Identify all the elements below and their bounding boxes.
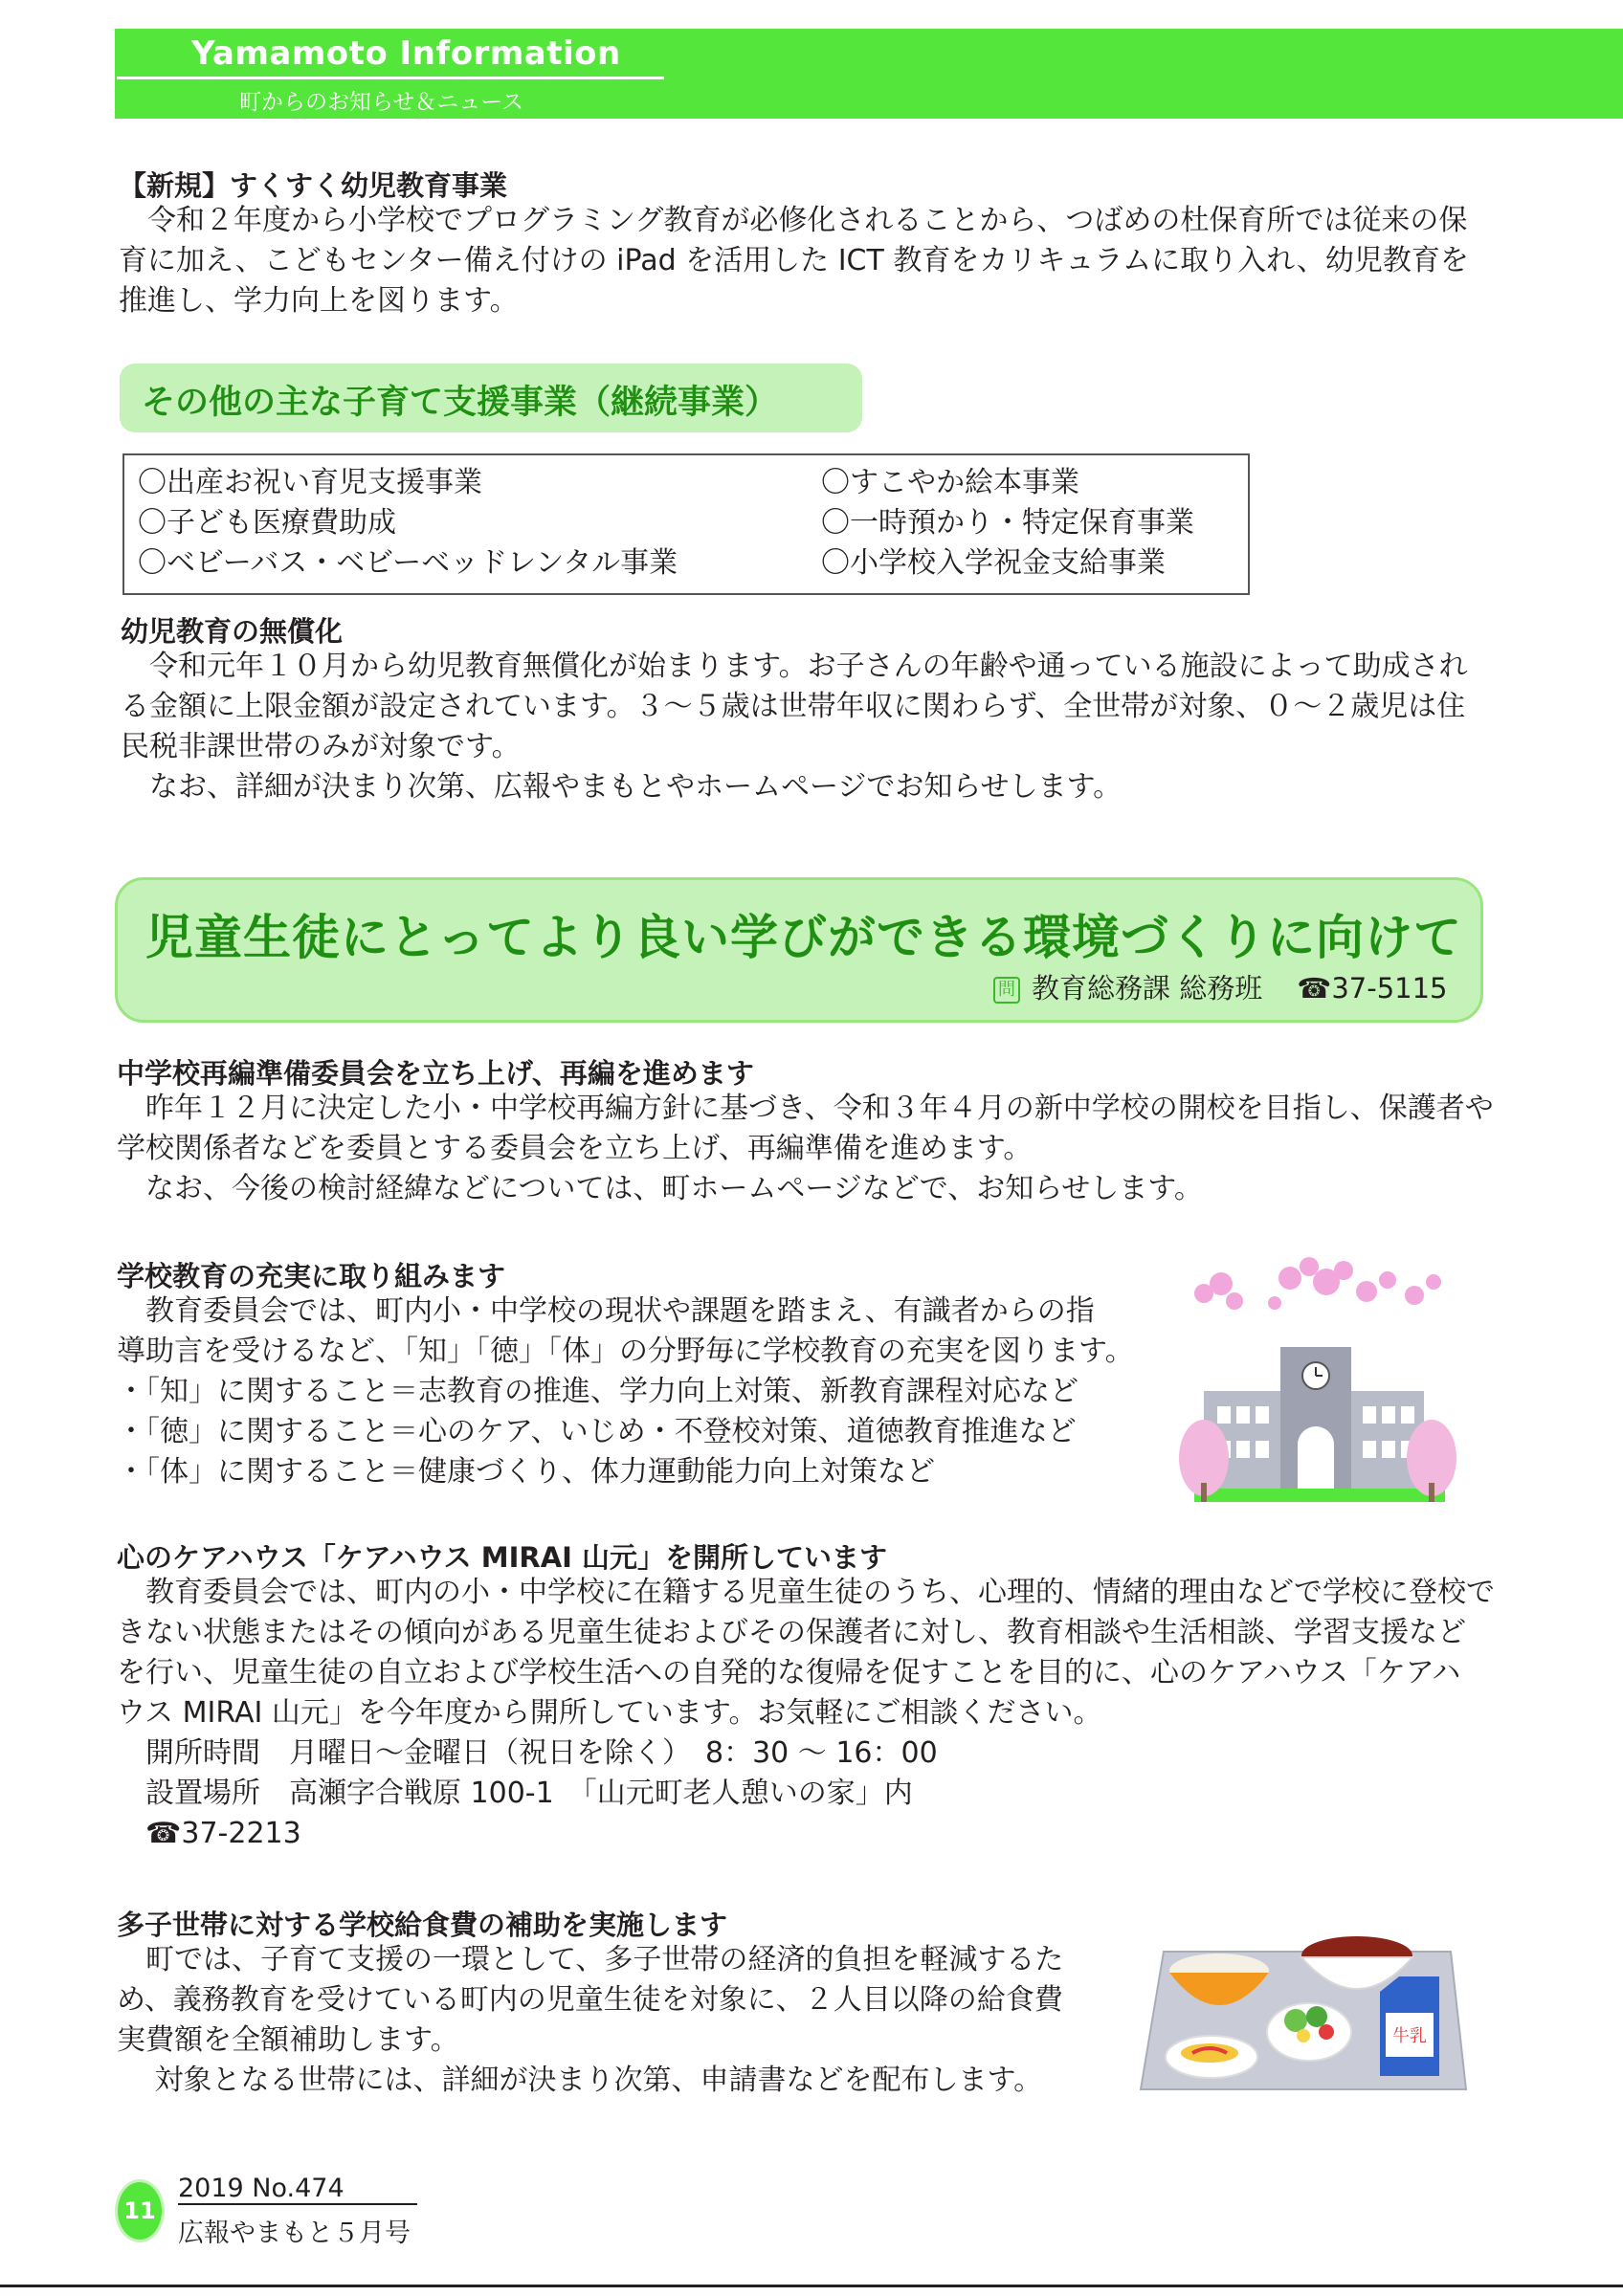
paragraph-line: 教育委員会では、町内小・中学校の現状や課題を踏まえ、有識者からの指 [117,1294,1095,1328]
milk-carton-icon [1380,1976,1439,2076]
paragraph-line: 令和２年度から小学校でプログラミング教育が必修化されることから、つばめの杜保育所では従来の保 [119,204,1468,237]
paragraph-line: なお、今後の検討経緯などについては、町ホームページなどで、お知らせします。 [117,1172,1203,1205]
paragraph-line: る金額に上限金額が設定されています。３～５歳は世帯年収に関わらず、全世帯が対象、０～２歳児は住 [121,690,1466,723]
new-program-body [119,201,1469,321]
care-house-heading: 心のケアハウス「ケアハウス MIRAI 山元」を開所しています [117,1541,888,1574]
paragraph-line: ・「徳」に関すること＝心のケア、いじめ・不登校対策、道徳教育推進など [117,1415,1077,1448]
paragraph-line: ・「体」に関すること＝健康づくり、体力運動能力向上対策など [117,1455,935,1489]
school-lunch-tray-illustration [1135,1913,1470,2091]
support-programs-box [122,453,1250,595]
merge-heading: 中学校再編準備委員会を立ち上げ、再編を進めます [117,1057,754,1090]
program-item: 〇一時預かり・特定保育事業 [821,506,1194,540]
new-program-heading: 【新規】すくすく幼児教育事業 [119,169,508,202]
paragraph-line: 民税非課世帯のみが対象です。 [121,730,521,763]
paragraph-line: なお、詳細が決まり次第、広報やまもとやホームページでお知らせします。 [121,770,1123,804]
program-item: 〇ベビーバス・ベビーベッドレンタル事業 [138,546,678,580]
header-subtitle: 町からのお知らせ＆ニュース [239,90,524,115]
paragraph-line: 育に加え、こどもセンター備え付けの iPad を活用した ICT 教育をカリキュラムに取り入れ、幼児教育を [119,244,1469,277]
free-education-body [121,647,1468,807]
salad-icon [1267,2003,1351,2061]
opening-hours: 開所時間 月曜日～金曜日（祝日を除く） 8：30 ～ 16：00 [117,1736,938,1770]
program-item: 〇小学校入学祝金支給事業 [821,546,1166,580]
bottom-border [0,2285,1623,2287]
paragraph-line: 対象となる世帯には、詳細が決まり次第、申請書などを配布します。 [117,2064,1043,2097]
paragraph-line: め、義務教育を受けている町内の児童生徒を対象に、２人目以降の給食費 [117,1983,1063,2017]
paragraph-line: 教育委員会では、町内の小・中学校に在籍する児童生徒のうち、心理的、情緒的理由などで学校に登校で [117,1576,1495,1609]
footer-rule [178,2203,417,2205]
paragraph-line: 町では、子育て支援の一環として、多子世帯の経済的負担を軽減するた [117,1943,1064,1976]
contact-department: 教育総務課 総務班 [1032,972,1263,1004]
support-heading: その他の主な子育て支援事業（継続事業） [142,384,779,422]
school-lunch-body [117,1940,1063,2101]
header-rule [117,77,664,79]
merge-body [117,1089,1494,1209]
milk-label: 牛乳 [1392,2026,1427,2046]
paragraph-line: を行い、児童生徒の自立および学校生活への自発的な復帰を促すことを目的に、心のケアハウス「ケアハ [117,1656,1461,1689]
paragraph-line: 導助言を受けるなど、「知」「徳」「体」の分野毎に学校教育の充実を図ります。 [117,1335,1134,1368]
contact-phone: ☎37-5115 [1297,972,1448,1004]
program-item: 〇子ども医療費助成 [138,506,396,540]
phone-number: ☎37-2213 [117,1817,301,1850]
free-education-heading: 幼児教育の無償化 [121,615,344,648]
paragraph-line: 学校関係者などを委員とする委員会を立ち上げ、再編準備を進めます。 [117,1132,1033,1165]
page-number: 11 [115,2179,165,2242]
school-education-heading: 学校教育の充実に取り組みます [117,1260,506,1292]
omelette-plate-icon [1166,2036,1257,2078]
location: 設置場所 高瀬字合戦原 100-1 「山元町老人憩いの家」内 [117,1777,913,1810]
header-title: Yamamoto Information [191,34,621,73]
paragraph-line: 昨年１２月に決定した小・中学校再編方針に基づき、令和３年４月の新中学校の開校を目指し、保護者や [117,1092,1494,1125]
paragraph-line: きない状態またはその傾向がある児童生徒およびその保護者に対し、教育相談や生活相談、学習支援など [117,1616,1466,1649]
paragraph-line: ウス MIRAI 山元」を今年度から開所しています。お気軽にご相談ください。 [117,1696,1102,1730]
paragraph-line: 令和元年１０月から幼児教育無償化が始まります。お子さんの年齢や通っている施設によって助成され [121,650,1468,683]
school-building-illustration [1175,1253,1462,1513]
banner-contact [993,967,1448,1006]
program-item: 〇すこやか絵本事業 [821,466,1079,499]
magazine-name: 広報やまもと５月号 [178,2219,411,2248]
paragraph-line: 推進し、学力向上を図ります。 [119,284,519,318]
care-house-body [117,1573,1495,1854]
program-item: 〇出産お祝い育児支援事業 [138,466,482,499]
issue-number: 2019 No.474 [178,2174,345,2203]
school-lunch-heading: 多子世帯に対する学校給食費の補助を実施します [117,1909,728,1941]
inquiry-icon: 問 [993,977,1020,1004]
paragraph-line: 実費額を全額補助します。 [117,2023,459,2057]
banner-title: 児童生徒にとってより良い学びができる環境づくりに向けて [145,910,1462,965]
school-education-body [117,1292,1134,1492]
cherry-blossom-icon [1194,1257,1441,1310]
paragraph-line: ・「知」に関すること＝志教育の推進、学力向上対策、新教育課程対応など [117,1375,1078,1408]
